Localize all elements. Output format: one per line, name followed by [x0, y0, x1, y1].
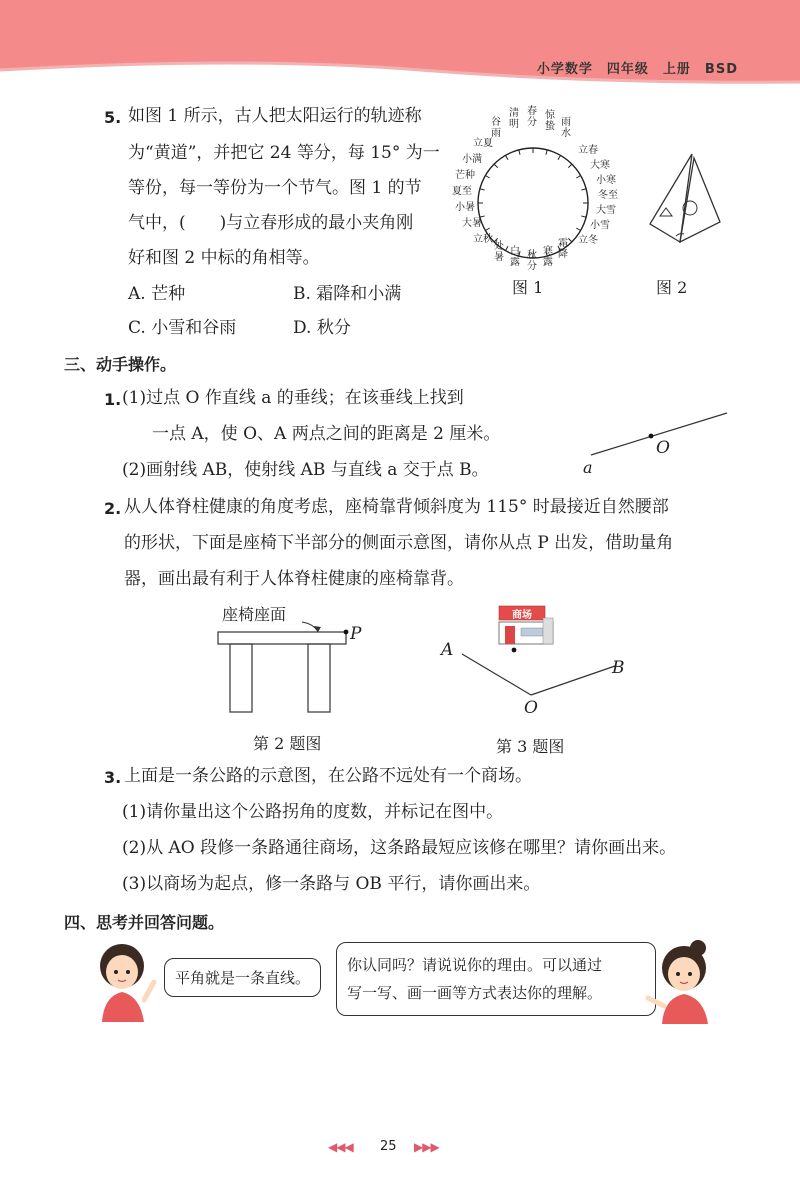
circle-tick	[568, 164, 572, 168]
term-bailu: 白露	[510, 246, 520, 268]
fig-q3-caption: 第 3 题图	[496, 737, 565, 756]
term-dashu: 大暑	[462, 218, 482, 229]
term-chunfen: 春分	[527, 106, 537, 128]
next-page-arrows: ▶▶▶	[414, 1140, 439, 1154]
term-daxue: 大雪	[596, 205, 616, 216]
q5-line-3: 等份，每一等份为一个节气。图 1 的节	[128, 178, 422, 198]
q5-option-a: A. 芒种	[128, 284, 186, 304]
term-lichun: 立春	[578, 145, 598, 156]
q5-option-d: D. 秋分	[293, 318, 351, 338]
bubble-right-line-2: 写一写、画一画等方式表达你的理解。	[347, 984, 603, 1002]
bubble-left-text: 平角就是一条直线。	[175, 969, 311, 987]
term-guyu: 谷雨	[491, 117, 501, 139]
section-3-title: 三、动手操作。	[64, 355, 177, 374]
prev-page-arrows: ◀◀◀	[328, 1140, 353, 1154]
q3-line-1: 上面是一条公路的示意图，在公路不远处有一个商场。	[124, 766, 532, 786]
q2-line-2: 的形状，下面是座椅下半部分的侧面示意图，请你从点 P 出发，借助量角	[124, 533, 674, 553]
q3-line-3: (2)从 AO 段修一条路通往商场，这条路最短应该修在哪里？请你画出来。	[122, 838, 677, 858]
q2-line-3: 器，画出最有利于人体脊柱健康的座椅靠背。	[124, 569, 464, 589]
seat-label: 座椅座面	[222, 605, 287, 624]
q3-line-4: (3)以商场为起点，修一条路与 OB 平行，请你画出来。	[122, 874, 541, 894]
fig2-caption: 图 2	[656, 278, 688, 297]
term-yushui: 雨水	[561, 117, 571, 139]
term-xiaoman: 小满	[462, 154, 482, 165]
road-label-b: B	[612, 658, 625, 678]
circle-tick	[581, 189, 586, 190]
fig1-caption: 图 1	[512, 278, 544, 297]
seat-figure	[210, 608, 370, 718]
road-figure	[455, 600, 635, 700]
page-number: 25	[380, 1139, 397, 1154]
q1-line-3: (2)画射线 AB，使射线 AB 与直线 a 交于点 B。	[122, 460, 489, 480]
q5-line-4: 气中，( )与立春形成的最小夹角刚	[128, 213, 414, 233]
term-xiaohan: 小寒	[596, 175, 616, 186]
term-qiufen: 秋分	[527, 250, 537, 272]
term-xiaoxue: 小雪	[590, 220, 610, 231]
term-lidong: 立冬	[578, 235, 598, 246]
circle-tick	[558, 155, 561, 159]
road-label-o: O	[524, 698, 538, 718]
q2-line-1: 从人体脊柱健康的角度考虑，座椅靠背倾斜度为 115° 时最接近自然腰部	[124, 497, 669, 517]
circle-tick	[494, 164, 498, 168]
shop-sign: 商场	[512, 610, 532, 621]
term-mangzhong: 芒种	[455, 170, 475, 181]
q5-number: 5.	[104, 108, 122, 127]
q1-line-2: 一点 A，使 O、A 两点之间的距离是 2 厘米。	[152, 424, 501, 444]
speech-bubble-right	[336, 942, 656, 1016]
term-lixia: 立夏	[473, 138, 493, 149]
header-band	[0, 0, 800, 92]
term-xiazhi: 夏至	[452, 186, 472, 197]
circle-tick	[546, 150, 547, 155]
set-square-figure	[628, 150, 728, 250]
girl-right-avatar	[640, 940, 720, 1024]
bubble-right-line-1: 你认同吗？请说说你的理由。可以通过	[347, 956, 603, 974]
section-4-title: 四、思考并回答问题。	[64, 913, 225, 932]
term-jingzhe: 惊蛰	[545, 110, 555, 132]
circle-tick	[519, 150, 520, 155]
fig-q2-caption: 第 2 题图	[253, 734, 322, 753]
circle-tick	[485, 176, 489, 179]
q1-line-1: (1)过点 O 作直线 a 的垂线；在该垂线上找到	[122, 388, 464, 408]
speech-bubble-left	[164, 958, 321, 997]
road-label-a: A	[441, 640, 454, 660]
line-a-label: a	[583, 458, 593, 477]
girl-left-avatar	[88, 940, 166, 1022]
term-hanlu: 寒露	[543, 246, 553, 268]
term-qingming: 清明	[509, 108, 519, 130]
q5-line-1: 如图 1 所示，古人把太阳运行的轨迹称	[128, 106, 422, 126]
circle-tick	[480, 189, 485, 190]
q2-number: 2.	[104, 499, 122, 518]
q5-line-5: 好和图 2 中标的角相等。	[128, 248, 320, 268]
circle-tick	[506, 155, 509, 159]
q5-option-b: B. 霜降和小满	[293, 284, 402, 304]
book-label: 小学数学 四年级 上册 BSD	[536, 62, 738, 77]
q5-option-c: C. 小雪和谷雨	[128, 318, 237, 338]
q3-line-2: (1)请你量出这个公路拐角的度数，并标记在图中。	[122, 802, 504, 822]
q1-number: 1.	[104, 390, 122, 409]
term-liqiu: 立秋	[473, 234, 493, 245]
term-chushu: 处暑	[494, 241, 504, 263]
term-xiaoshu: 小暑	[455, 202, 475, 213]
point-p-label: P	[350, 624, 362, 644]
circle-tick	[576, 176, 580, 179]
circle-tick	[581, 216, 586, 217]
point-o-label: O	[656, 438, 670, 458]
term-shuangjiang: 霜降	[558, 238, 568, 260]
solar-terms-circle	[470, 140, 596, 266]
term-dahan: 大寒	[590, 160, 610, 171]
term-dongzhi: 冬至	[598, 190, 618, 201]
q5-line-2: 为“黄道”，并把它 24 等分，每 15° 为一	[128, 143, 440, 163]
q3-number: 3.	[104, 768, 122, 787]
